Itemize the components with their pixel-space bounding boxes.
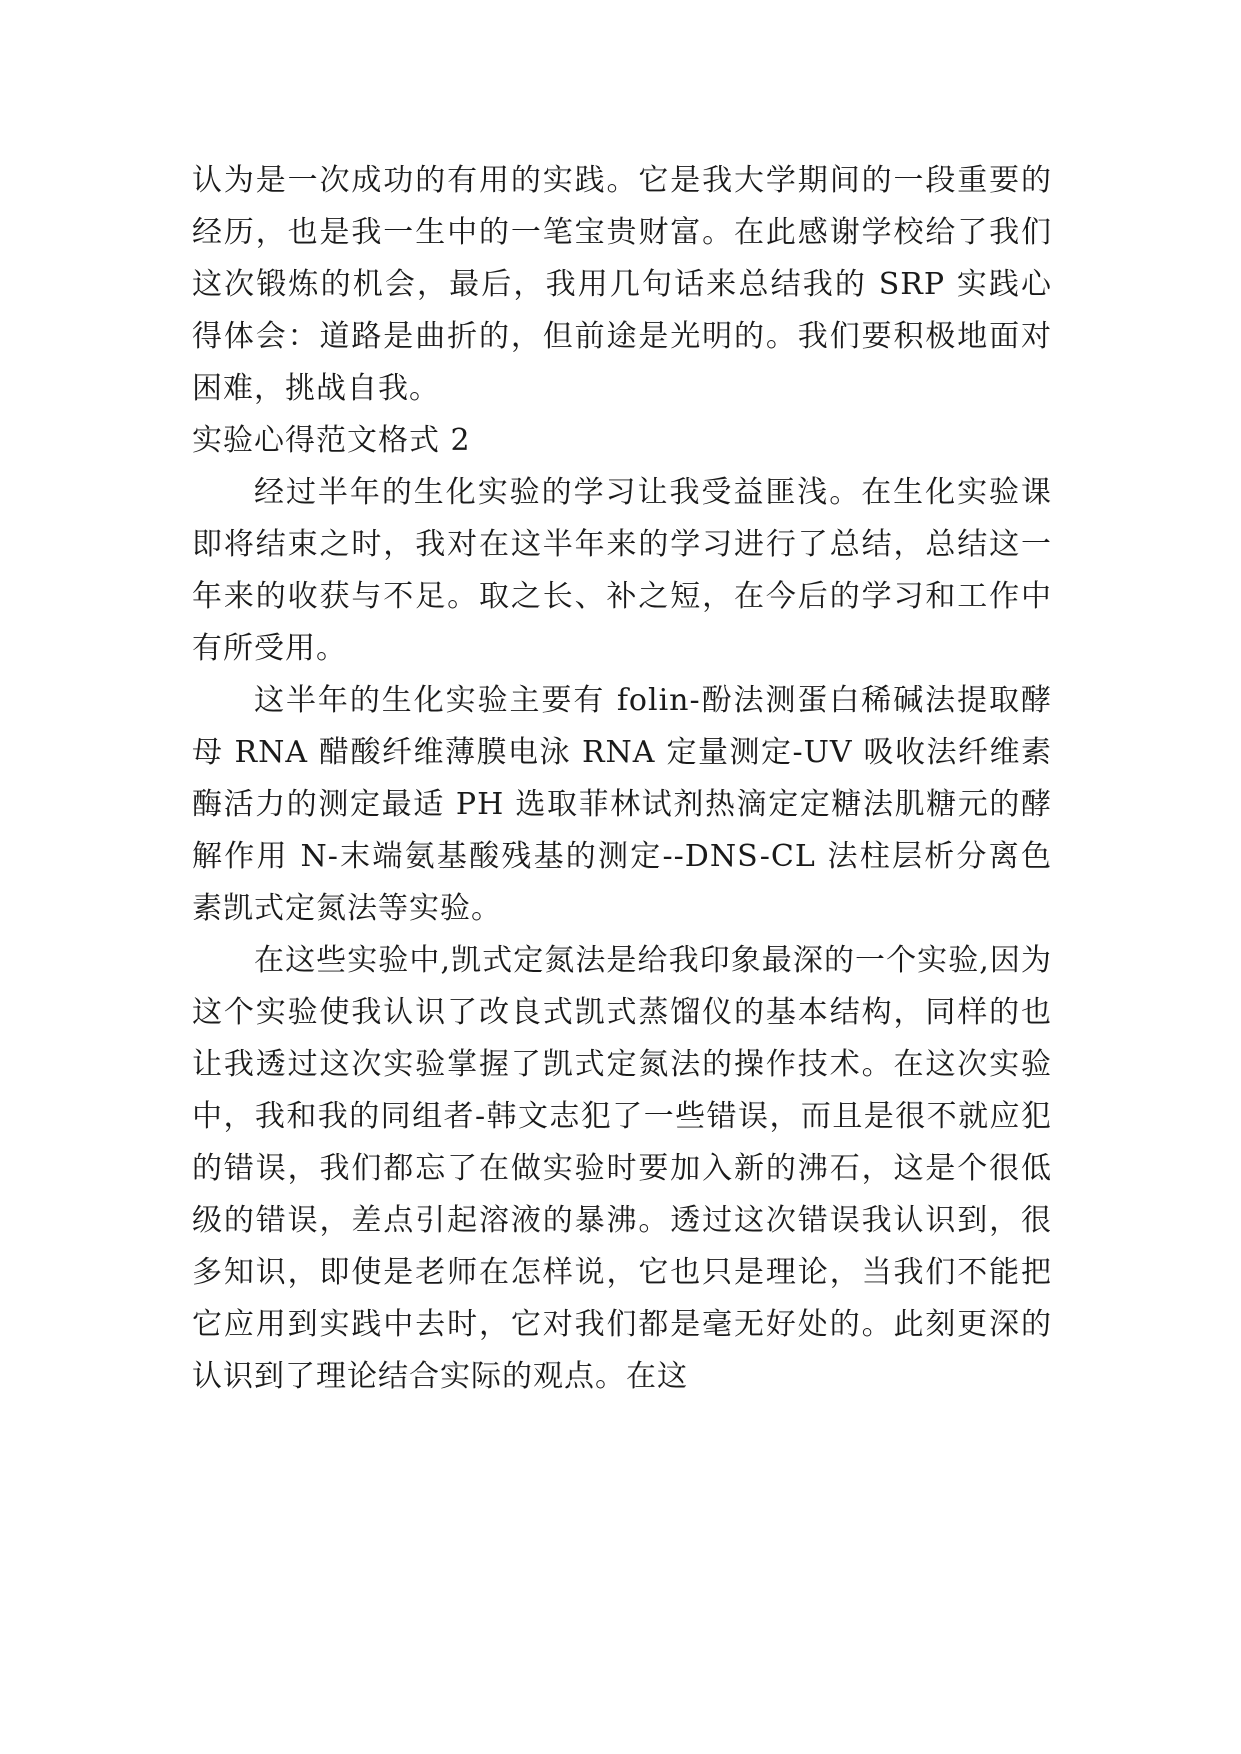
section-heading: 实验心得范文格式 2 — [192, 423, 471, 458]
paragraph-experiment-list: 这半年的生化实验主要有 folin-酚法测蛋白稀碱法提取酵母 RNA 醋酸纤维薄膜电泳 RNA 定量测定-UV 吸收法纤维素酶活力的测定最适 PH 选取菲林试剂热滴定定糖法肌糖元的酵解作用 N-末端氨基酸残基的测定--DNS-CL 法柱层析分离色素凯式定氮法等实验。 — [192, 683, 1052, 926]
document-body — [192, 155, 1052, 1403]
paragraph-srp-conclusion: 认为是一次成功的有用的实践。它是我大学期间的一段重要的经历，也是我一生中的一笔宝贵财富。在此感谢学校给了我们这次锻炼的机会，最后，我用几句话来总结我的 SRP 实践心得体会：道路是曲折的，但前途是光明的。我们要积极地面对困难，挑战自我。 — [192, 163, 1052, 406]
paragraph-kjeldahl-experience: 在这些实验中,凯式定氮法是给我印象最深的一个实验,因为这个实验使我认识了改良式凯式蒸馏仪的基本结构，同样的也让我透过这次实验掌握了凯式定氮法的操作技术。在这次实验中，我和我的同组者-韩文志犯了一些错误，而且是很不就应犯的错误，我们都忘了在做实验时要加入新的沸石，这是个很低级的错误，差点引起溶液的暴沸。透过这次错误我认识到，很多知识，即使是老师在怎样说，它也只是理论，当我们不能把它应用到实践中去时，它对我们都是毫无好处的。此刻更深的认识到了理论结合实际的观点。在这 — [192, 943, 1052, 1394]
paragraph-semester-summary: 经过半年的生化实验的学习让我受益匪浅。在生化实验课即将结束之时，我对在这半年来的学习进行了总结，总结这一年来的收获与不足。取之长、补之短，在今后的学习和工作中有所受用。 — [192, 475, 1052, 666]
